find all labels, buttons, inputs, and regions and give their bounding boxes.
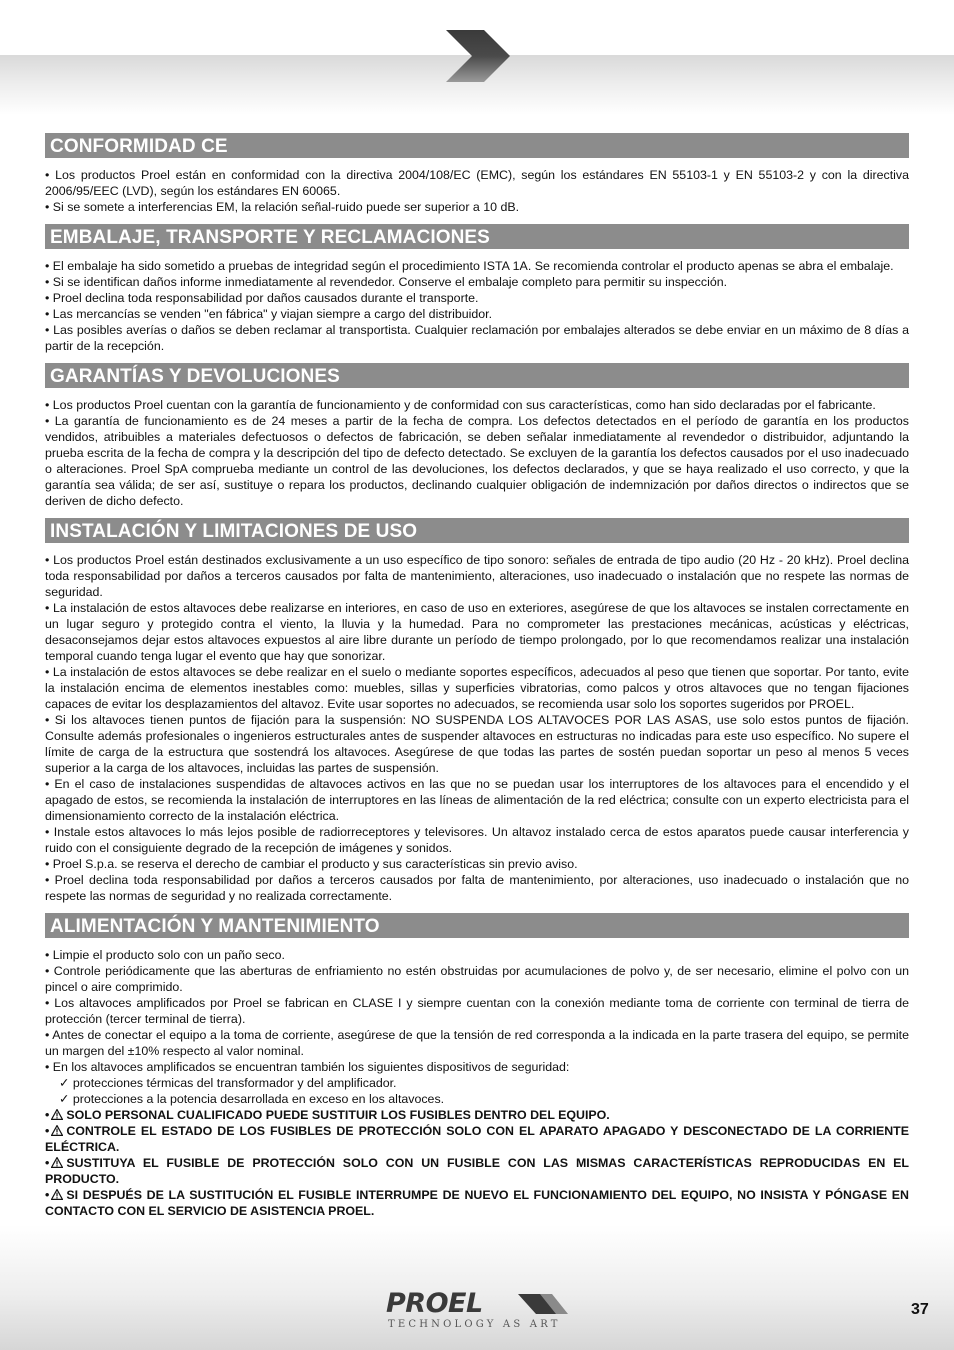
check-item: ✓ protecciones térmicas del transformador y del amplificador.	[59, 1076, 397, 1090]
bullet-paragraph: • Si se somete a interferencias EM, la relación señal-ruido puede ser superior a 10 dB.	[45, 200, 520, 214]
bullet-paragraph: • Si los altavoces tienen puntos de fijación para la suspensión: NO SUSPENDA LOS ALTAVOCES POR LAS ASAS, use solo estos puntos de fijación. Consulte además profesionales o ingenieros estructurales antes de suspender altavoces en estructuras no indicadas para este uso específico. No supere el límite de carga de la estructura que sostendrá los altavoces. Asegúrese de que todas las partes de sostén puedan soportar un peso al menos 5 veces superior a la carga de los altavoces, incluidas las partes de suspensión.	[45, 713, 909, 775]
bullet-paragraph: • Antes de conectar el equipo a la toma de corriente, asegúrese de que la tensión de red corresponda a la indicada en la parte trasera del equipo, se permite un margen del ±10% respecto al valor nominal.	[45, 1028, 909, 1058]
warning-bullet: •	[45, 1188, 50, 1202]
section	[45, 913, 909, 1219]
warning-paragraph	[45, 1155, 909, 1187]
page-number: 37	[911, 1301, 929, 1318]
section	[45, 518, 909, 904]
logo-tagline: TECHNOLOGY AS ART	[388, 1319, 561, 1330]
bullet-paragraph: • En el caso de instalaciones suspendidas de altavoces activos en las que no se puedan usar los interruptores de los altavoces para el encendido y el apagado de estos, se recomienda la instalación de interruptores en las líneas de alimentación de la red eléctrica; consulte con un experto electricista para el dimensionamiento correcto de la instalación eléctrica.	[45, 777, 909, 823]
warning-triangle-icon	[51, 1124, 63, 1135]
logo-chevron-icon	[518, 1294, 568, 1316]
bullet-paragraph: • Si se identifican daños informe inmediatamente al revendedor. Conserve el embalaje completo para permitir su inspección.	[45, 275, 728, 289]
bullet-paragraph: • Las mercancías se venden "en fábrica" y viajan siempre a cargo del distribuidor.	[45, 307, 493, 321]
bullet-paragraph: • Proel declina toda responsabilidad por daños causados durante el transporte.	[45, 291, 479, 305]
section-heading: INSTALACIÓN Y LIMITACIONES DE USO	[45, 518, 909, 543]
warning-text: SOLO PERSONAL CUALIFICADO PUEDE SUSTITUIR LOS FUSIBLES DENTRO DEL EQUIPO.	[66, 1108, 610, 1122]
bullet-paragraph: • Instale estos altavoces lo más lejos posible de radiorreceptores y televisores. Un altavoz instalado cerca de estos aparatos puede causar interferencia y ruido con el consiguiente degrado de la recepción de imágenes y sonidos.	[45, 825, 909, 855]
warning-text: SUSTITUYA EL FUSIBLE DE PROTECCIÓN SOLO CON UN FUSIBLE CON LAS MISMAS CARACTERÍSTICAS REPRODUCIDAS EN EL PRODUCTO.	[45, 1156, 909, 1186]
bullet-paragraph: • Los productos Proel cuentan con la garantía de funcionamiento y de conformidad con sus características, como han sido declaradas por el fabricante.	[45, 398, 876, 412]
warning-triangle-icon	[51, 1156, 63, 1167]
warning-triangle-icon	[51, 1108, 63, 1119]
warning-bullet: •	[45, 1124, 50, 1138]
section	[45, 224, 909, 354]
bullet-paragraph: • Los altavoces amplificados por Proel se fabrican en CLASE I y siempre cuentan con la conexión mediante toma de corriente con terminal de tierra de protección (tercer terminal de tierra).	[45, 996, 909, 1026]
section	[45, 133, 909, 215]
bullet-paragraph: • La garantía de funcionamiento es de 24 meses a partir de la fecha de compra. Los defectos detectados en el período de garantía en los productos vendidos, atribuibles a materiales defectuosos o defectos de fabricación, se deben señalar inmediatamente al revendedor o distribuidor, adjuntando la prueba escrita de la fecha de compra y la descripción del tipo de defecto detectado. Se excluyen de la garantía los defectos causados por el uso inadecuado o alteraciones. Proel SpA comprueba mediante un control de las devoluciones, los defectos declarados, y que se haya realizado el uso correcto, y que la garantía sea válida; de ser así, sustituye o repara los productos, declinando cualquier obligación de indemnización por daños directos o indirectos que se deriven de dicho defecto.	[45, 414, 909, 508]
section	[45, 363, 909, 509]
bullet-paragraph: • Proel S.p.a. se reserva el derecho de cambiar el producto y sus características sin previo aviso.	[45, 857, 578, 871]
chevron-arrow-icon	[442, 28, 512, 84]
warning-paragraph	[45, 1187, 909, 1219]
warning-bullet: •	[45, 1108, 50, 1122]
bullet-paragraph: • En los altavoces amplificados se encuentran también los siguientes dispositivos de seguridad:	[45, 1060, 570, 1074]
warning-triangle-icon	[51, 1188, 63, 1199]
bullet-paragraph: • Las posibles averías o daños se deben reclamar al transportista. Cualquier reclamación por embalajes alterados se debe enviar en un máximo de 8 días a partir de la recepción.	[45, 323, 909, 353]
bullet-paragraph: • La instalación de estos altavoces se debe realizar en el suelo o mediante soportes específicos, adecuados al peso que tienen que soportar. Por tanto, evite la instalación encima de elementos inestables como: muebles, sillas y superficies vibratorias, como palcos y otros altavoces que no tengan fijaciones capaces de evitar los desplazamientos del altavoz. Evite usar soportes no adecuados, se recomienda usar solo los soportes sugeridos por PROEL.	[45, 665, 909, 711]
bullet-paragraph: • Limpie el producto solo con un paño seco.	[45, 948, 285, 962]
bullet-paragraph: • Los productos Proel están en conformidad con la directiva 2004/108/EC (EMC), según los estándares EN 55103-1 y EN 55103-2 y con la directiva 2006/95/EEC (LVD), según los estándares EN 60065.	[45, 168, 909, 198]
section-heading: GARANTÍAS Y DEVOLUCIONES	[45, 363, 909, 388]
bullet-paragraph: • Controle periódicamente que las aberturas de enfriamiento no estén obstruidas por acumulaciones de polvo y, de ser necesario, elimine el polvo con un pincel o aire comprimido.	[45, 964, 909, 994]
section-heading: CONFORMIDAD CE	[45, 133, 909, 158]
check-item: ✓ protecciones a la potencia desarrollada en exceso en los altavoces.	[59, 1092, 445, 1106]
warning-paragraph	[45, 1107, 909, 1123]
bullet-paragraph: • Proel declina toda responsabilidad por daños a terceros causados por falta de mantenimiento, por alteraciones, uso inadecuado o instalación que no respete las normas de seguridad y no realizada correctamente.	[45, 873, 909, 903]
section-heading: EMBALAJE, TRANSPORTE Y RECLAMACIONES	[45, 224, 909, 249]
warning-paragraph	[45, 1123, 909, 1155]
bullet-paragraph: • El embalaje ha sido sometido a pruebas de integridad según el procedimiento ISTA 1A. Se recomienda controlar el producto apenas se abra el embalaje.	[45, 259, 894, 273]
warning-text: CONTROLE EL ESTADO DE LOS FUSIBLES DE PROTECCIÓN SOLO CON EL APARATO APAGADO Y DESCONECTADO DE LA CORRIENTE ELÉCTRICA.	[45, 1124, 909, 1154]
page-content	[45, 133, 909, 1228]
bullet-paragraph: • La instalación de estos altavoces debe realizarse en interiores, en caso de uso en exteriores, asegúrese de que los altavoces se instalen correctamente en un lugar seguro y protegido contra el viento, la lluvia y la humedad. Para no comprometer las prestaciones mecánicas, acústicas y eléctricas, desaconsejamos dejar estos altavoces expuestos al aire libre durante un período de tiempo prolongado, por lo que recomendamos realizar una instalación temporal cuando tenga lugar el evento que hay que sonorizar.	[45, 601, 909, 663]
warning-bullet: •	[45, 1156, 50, 1170]
warning-text: SI DESPUÉS DE LA SUSTITUCIÓN EL FUSIBLE INTERRUMPE DE NUEVO EL FUNCIONAMIENTO DEL EQUIPO, NO INSISTA Y PÓNGASE EN CONTACTO CON EL SERVICIO DE ASISTENCIA PROEL.	[45, 1188, 909, 1218]
proel-logo	[386, 1290, 571, 1334]
bullet-paragraph: • Los productos Proel están destinados exclusivamente a un uso específico de tipo sonoro: señales de entrada de tipo audio (20 Hz - 20 kHz). Proel declina toda responsabilidad por daños a terceros causados por falta de mantenimiento, alteraciones, uso inadecuado o instalación que no respete las normas de seguridad.	[45, 553, 909, 599]
section-heading: ALIMENTACIÓN Y MANTENIMIENTO	[45, 913, 909, 938]
logo-word: PROEL	[386, 1288, 483, 1319]
